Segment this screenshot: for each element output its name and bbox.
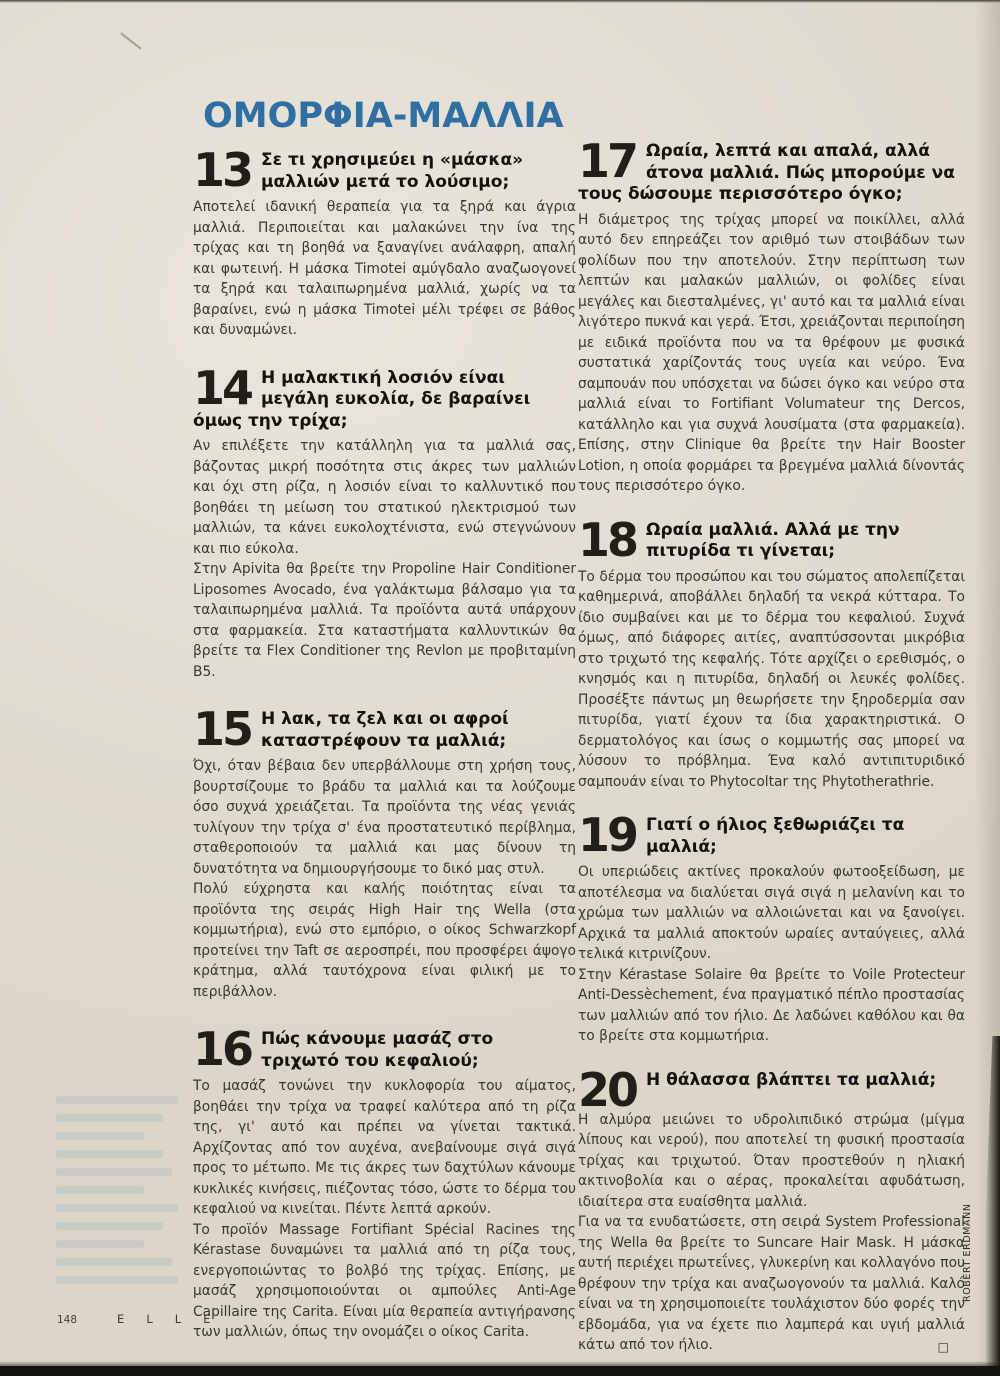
question-title: Η λακ, τα ζελ και οι αφροί καταστρέφουν τα μαλλιά;	[261, 709, 509, 751]
qa-section-14	[193, 360, 576, 683]
page-number: 148	[57, 1314, 78, 1326]
answer-paragraph: Για να τα ενυδατώσετε, στη σειρά System Professional της Wella θα βρείτε το Suncare Hair Mask. Η μάσκα αυτή περιέχει πρωτεΐνες, γλυκερίνη και κολλαγόνο που θρέφουν την τρίχα και αναζωογονούν τα μαλλιά. Καλό είναι να τη χρησιμοποιείτε τουλάχιστον δύο φορές την εβδομάδα, για να έχετε πιο λαμπερά και υγιή μαλλιά κάτω από τον ήλιο.	[578, 1214, 965, 1353]
answer-paragraph: Στην Kérastase Solaire θα βρείτε το Voile Protecteur Anti-Dessèchement, ένα πραγματικό πέπλο προστασίας των μαλλιών από τον ήλιο. Δε λαδώνει καθόλου και θα το βρείτε στα κομμωτήρια.	[578, 966, 965, 1044]
end-of-article-mark: □	[937, 1339, 949, 1354]
page-footer	[57, 1312, 232, 1326]
right-column	[578, 134, 965, 1356]
show-through-text	[56, 1096, 178, 1294]
qa-section-16	[193, 1022, 576, 1343]
answer-paragraph: Στην Apivita θα βρείτε την Propoline Hair Conditioner Liposomes Avocado, ένα γαλάκτωμα βάλσαμο για τα ταλαιπωρημένα μαλλιά. Τα προϊόντα αυτά υπάρχουν στα φαρμακεία. Στα καταστήματα καλλυντικών θα βρείτε τα Flex Conditioner της Revlon με προβιταμίνη B5.	[193, 561, 576, 680]
question-number: 19	[578, 808, 637, 862]
answer-paragraph: Οι υπεριώδεις ακτίνες προκαλούν φωτοοξείδωση, με αποτέλεσμα να διαλύεται σιγά σιγά η μελανίνη και το χρώμα των μαλλιών να αλλοιώνεται και να ξανοίγει. Αρχικά τα μαλλιά αποκτούν ωραίες ανταύγειες, αλλά τελικά κιτρινίζουν.	[578, 864, 965, 962]
page-top-edge	[0, 0, 1000, 3]
question-number: 13	[193, 143, 252, 197]
paper-scratch	[120, 32, 141, 49]
magazine-name: ELLE	[117, 1312, 233, 1326]
qa-section-20	[578, 1062, 965, 1356]
qa-section-17	[578, 134, 965, 497]
answer-paragraph: Αν επιλέξετε την κατάλληλη για τα μαλλιά σας, βάζοντας μικρή ποσότητα στις άκρες των μαλλιών και όχι στη ρίζα, η λοσιόν είναι το καλλυντικό που βοηθάει τη μείωση του στατικού ηλεκτρισμού των μαλλιών, τα κάνει ευκολοχτένιστα, ενώ στεγνώνουν και πιο εύκολα.	[193, 438, 576, 557]
answer-paragraph: Πολύ εύχρηστα και καλής ποιότητας είναι τα προϊόντα της σειράς High Hair της Wella (στα κομμωτήρια), ενώ στο εμπόριο, ο οίκος Schwarzkopf προτείνει την Taft σε αεροσπρέι, που προσφέρει άψογο κράτημα, αλλά ταυτόχρονα είναι φιλική με το περιβάλλον.	[193, 881, 576, 1000]
qa-section-18	[578, 512, 965, 793]
answer-paragraph: Η διάμετρος της τρίχας μπορεί να ποικίλλει, αλλά αυτό δεν επηρεάζει τον αριθμό των στοιβάδων των φολίδων που την αποτελούν. Στην περίπτωση των λεπτών και μαλακών μαλλιών, οι φολίδες είναι μεγάλες και διεσταλμένες, γι' αυτό και τα μαλλιά είναι λιγότερο πυκνά και γερά. Έτσι, χρειάζονται περιποίηση με ειδικά προϊόντα που να τα θρέφουν με φυσικά συστατικά χαρίζοντάς τους υγεία και νεύρο. Ένα σαμπουάν που υπόσχεται να δώσει όγκο και νεύρο στα μαλλιά είναι το Fortifiant Volumateur της Dercos, κατάλληλο και για συχνά λουσίματα (στα φαρμακεία). Επίσης, στην Clinique θα βρείτε την Hair Booster Lotion, η οποία φορμάρει τα βρεγμένα μαλλιά δίνοντάς τους περισσότερο όγκο.	[578, 211, 965, 494]
question-number: 18	[578, 512, 637, 567]
question-title: Γιατί ο ήλιος ξεθωριάζει τα μαλλιά;	[646, 815, 905, 857]
question-title: Ωραία, λεπτά και απαλά, αλλά άτονα μαλλιά. Πώς μπορούμε να τους δώσουμε περισσότερο όγκο;	[578, 141, 955, 204]
qa-section-13	[193, 143, 576, 341]
qa-section-19	[578, 808, 965, 1047]
photo-credit: ROBERT ERDMANN	[962, 1203, 973, 1302]
question-title: Η θάλασσα βλάπτει τα μαλλιά;	[646, 1069, 937, 1090]
answer-paragraph: Αποτελεί ιδανική θεραπεία για τα ξηρά και άγρια μαλλιά. Περιποιείται και μαλακώνει την ίνα της τρίχας και τη βοηθά να ξαναγίνει ανάλαφρη, απαλή και φωτεινή. Η μάσκα Timotei αμύγδαλο αναζωογονεί τα ξηρά και ταλαιπωρημένα μαλλιά, χωρίς να τα βαραίνει, ενώ η μάσκα Timotei μέλι τρέφει σε βάθος και δυναμώνει.	[193, 199, 576, 338]
answer-paragraph: Όχι, όταν βέβαια δεν υπερβάλλουμε στη χρήση τους, βουρτσίζουμε το βράδυ τα μαλλιά και τα λούζουμε όσο συχνά χρειάζεται. Τα προϊόντα της νέας γενιάς τυλίγουν την τρίχα σ' ένα προστατευτικό περίβλημα, σταθεροποιούν τα μαλλιά και μας δίνουν τη δυνατότητα να δημιουργήσουμε το δικό μας στυλ.	[193, 758, 576, 877]
answer-paragraph: Η αλμύρα μειώνει το υδρολιπιδικό στρώμα (μίγμα λίπους και νερού), που αποτελεί τη φυσική προστασία τρίχας και τριχωτού. Όταν προστεθούν η ηλιακή ακτινοβολία και ο αέρας, προκαλείται αφυδάτωση, ιδιαίτερα στα ευαίσθητα μαλλιά.	[578, 1111, 965, 1210]
question-number: 15	[193, 702, 252, 756]
question-number: 17	[578, 134, 637, 188]
question-title: Πώς κάνουμε μασάζ στο τριχωτό του κεφαλιού;	[261, 1029, 494, 1071]
page-bottom-edge	[0, 1366, 1000, 1376]
answer-paragraph: Το μασάζ τονώνει την κυκλοφορία του αίματος, βοηθάει την τρίχα να τραφεί καλύτερα από τη ρίζα της, γι' αυτό και πρέπει να γίνεται τακτικά. Αρχίζοντας από τον αυχένα, ανεβαίνουμε σιγά σιγά προς το μέτωπο. Με τις άκρες των δαχτύλων κάνουμε κυκλικές κινήσεις, πιέζοντας τόσο, ώστε το δέρμα του κεφαλιού να κινείται. Πέντε λεπτά αρκούν.	[193, 1078, 576, 1217]
question-title: Σε τι χρησιμεύει η «μάσκα» μαλλιών μετά το λούσιμο;	[261, 150, 524, 192]
category-title: ΟΜΟΡΦΙΑ-ΜΑΛΛΙΑ	[203, 96, 564, 136]
question-title: Η μαλακτική λοσιόν είναι μεγάλη ευκολία, δε βαραίνει όμως την τρίχα;	[193, 367, 531, 431]
question-title: Ωραία μαλλιά. Αλλά με την πιτυρίδα τι γίνεται;	[646, 519, 900, 561]
left-column	[193, 97, 576, 1343]
answer-paragraph: Το δέρμα του προσώπου και του σώματος απολεπίζεται καθημερινά, αποβάλλει δηλαδή τα νεκρά κύτταρα. Το ίδιο συμβαίνει και με το δέρμα του κεφαλιού. Συχνά όμως, από διάφορες αιτίες, αναπτύσσονται μικρόβια στο τριχωτό της κεφαλής. Τότε αρχίζει ο ερεθισμός, ο κνησμός και η πιτυρίδα, δηλαδή οι λευκές φολίδες. Προσέξτε πάντως μη θεωρήσετε την ξηροδερμία σαν πιτυρίδα, γιατί έχουν τα ίδια χαρακτηριστικά. Ο δερματολόγος και ίσως ο κομμωτής σας μπορεί να λύσουν το πρόβλημα. Ένα καλό αντιπιτυριδικό σαμπουάν είναι το Phytocoltar της Phytotherathrie.	[578, 568, 965, 790]
answer-paragraph: Το προϊόν Massage Fortifiant Spécial Racines της Kérastase δυναμώνει τα μαλλιά από τη ρίζα τους, ενεργοποιώντας το βολβό της τρίχας. Επίσης, με μασάζ χρησιμοποιούνται οι αμπούλες Anti-Age Capillaire της Carita. Είναι μία θεραπεία αντιγήρανσης των μαλλιών, όπως την ονομάζει ο οίκος Carita.	[193, 1221, 576, 1340]
question-number: 14	[193, 360, 252, 415]
qa-section-15	[193, 702, 576, 1002]
question-number: 20	[578, 1062, 637, 1117]
question-number: 16	[193, 1022, 252, 1076]
